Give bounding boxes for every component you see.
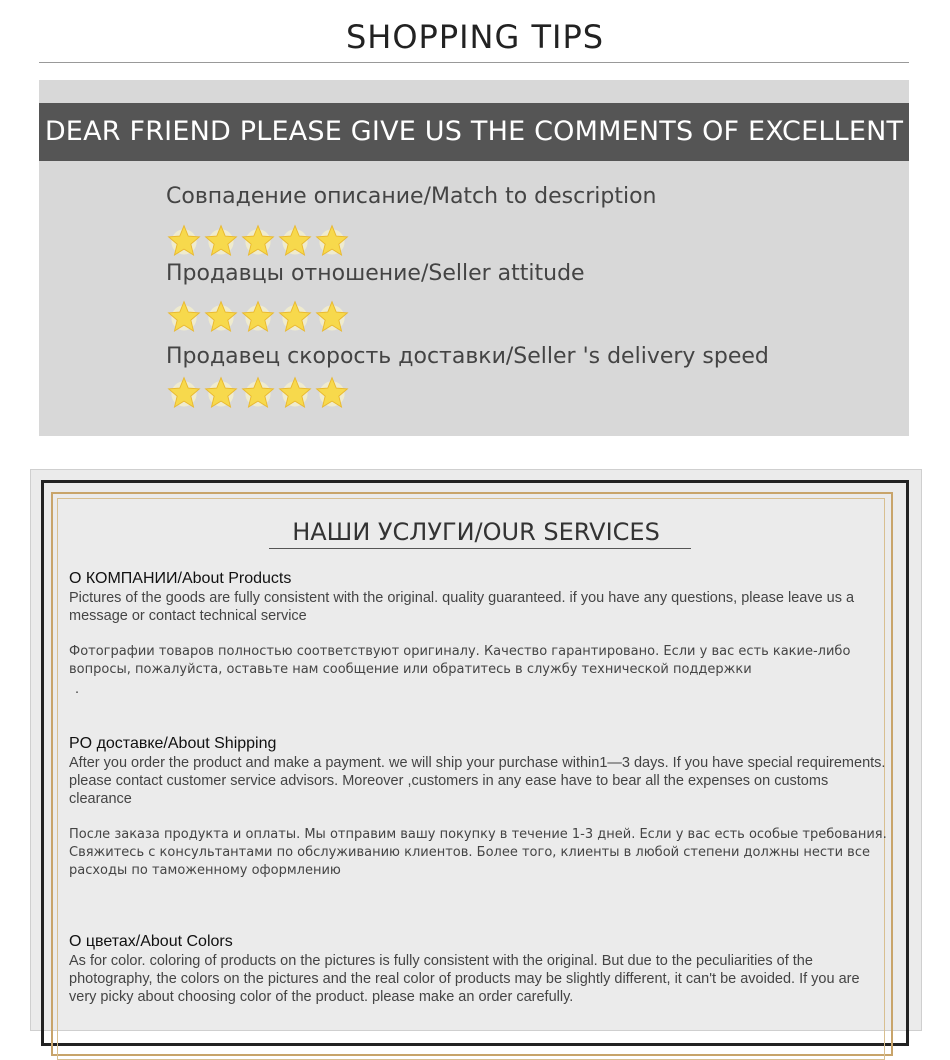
star-icon (240, 375, 276, 411)
section-text-products-en: Pictures of the goods are fully consistent with the original. quality guaranteed. if you have any questions, please leave us a message or contact technical service (69, 590, 855, 624)
section-dot: . (75, 681, 80, 697)
star-icon (240, 299, 276, 335)
section-text-shipping-ru: После заказа продукта и оплаты. Мы отправим вашу покупку в течение 1-3 дней. Если у вас есть особые требования. Свяжитесь с консультантами по обслуживанию клиентов. Более того, клиенты в любой степени должны нести все расходы по таможенному оформлению (69, 827, 887, 878)
star-icon (277, 223, 313, 259)
section-text-products-ru: Фотографии товаров полностью соответствуют оригиналу. Качество гарантировано. Если у вас есть какие-либо вопросы, пожалуйста, оставьте нам сообщение или обратитесь в службу технической поддержки (69, 644, 851, 677)
rating-panel (39, 80, 909, 436)
star-icon (277, 375, 313, 411)
criterion-attitude-label: Продавцы отношение/Seller attitude (166, 261, 585, 286)
section-heading-colors: О цветах/About Colors (69, 933, 233, 950)
criterion-match-label: Совпадение описание/Match to description (166, 184, 657, 209)
star-icon (314, 375, 350, 411)
page-title: SHOPPING TIPS (345, 18, 605, 56)
star-icon (277, 299, 313, 335)
star-icon (166, 375, 202, 411)
title-divider (39, 62, 909, 63)
star-icon (166, 299, 202, 335)
criterion-match-stars (166, 223, 350, 263)
star-icon (314, 299, 350, 335)
star-icon (203, 299, 239, 335)
section-text-shipping-en: After you order the product and make a payment. we will ship your purchase within1—3 days. If you have special requirements. please contact customer service advisors. Moreover ,customers in any ease have to bear all the expenses on customs clearance (69, 755, 886, 807)
services-title-underline (269, 548, 691, 549)
comments-banner: DEAR FRIEND PLEASE GIVE US THE COMMENTS OF EXCELLENT (39, 103, 909, 161)
star-icon (240, 223, 276, 259)
star-icon (203, 375, 239, 411)
star-icon (203, 223, 239, 259)
criterion-delivery-label: Продавец скорость доставки/Seller 's delivery speed (166, 344, 769, 369)
star-icon (166, 223, 202, 259)
criterion-delivery-stars (166, 375, 350, 415)
section-heading-shipping: PO доставке/About Shipping (69, 735, 277, 752)
section-text-colors-en: As for color. coloring of products on the pictures is fully consistent with the original. But due to the peculiarities of the photography, the colors on the pictures and the real color of products may be slightly different, it can't be avoided. If you are very picky about choosing color of the product. please make an order carefully. (69, 953, 860, 1005)
criterion-attitude-stars (166, 299, 350, 339)
services-title: НАШИ УСЛУГИ/OUR SERVICES (292, 518, 660, 546)
star-icon (314, 223, 350, 259)
section-heading-products: О КОМПАНИИ/About Products (69, 570, 292, 587)
services-panel (30, 469, 922, 1031)
